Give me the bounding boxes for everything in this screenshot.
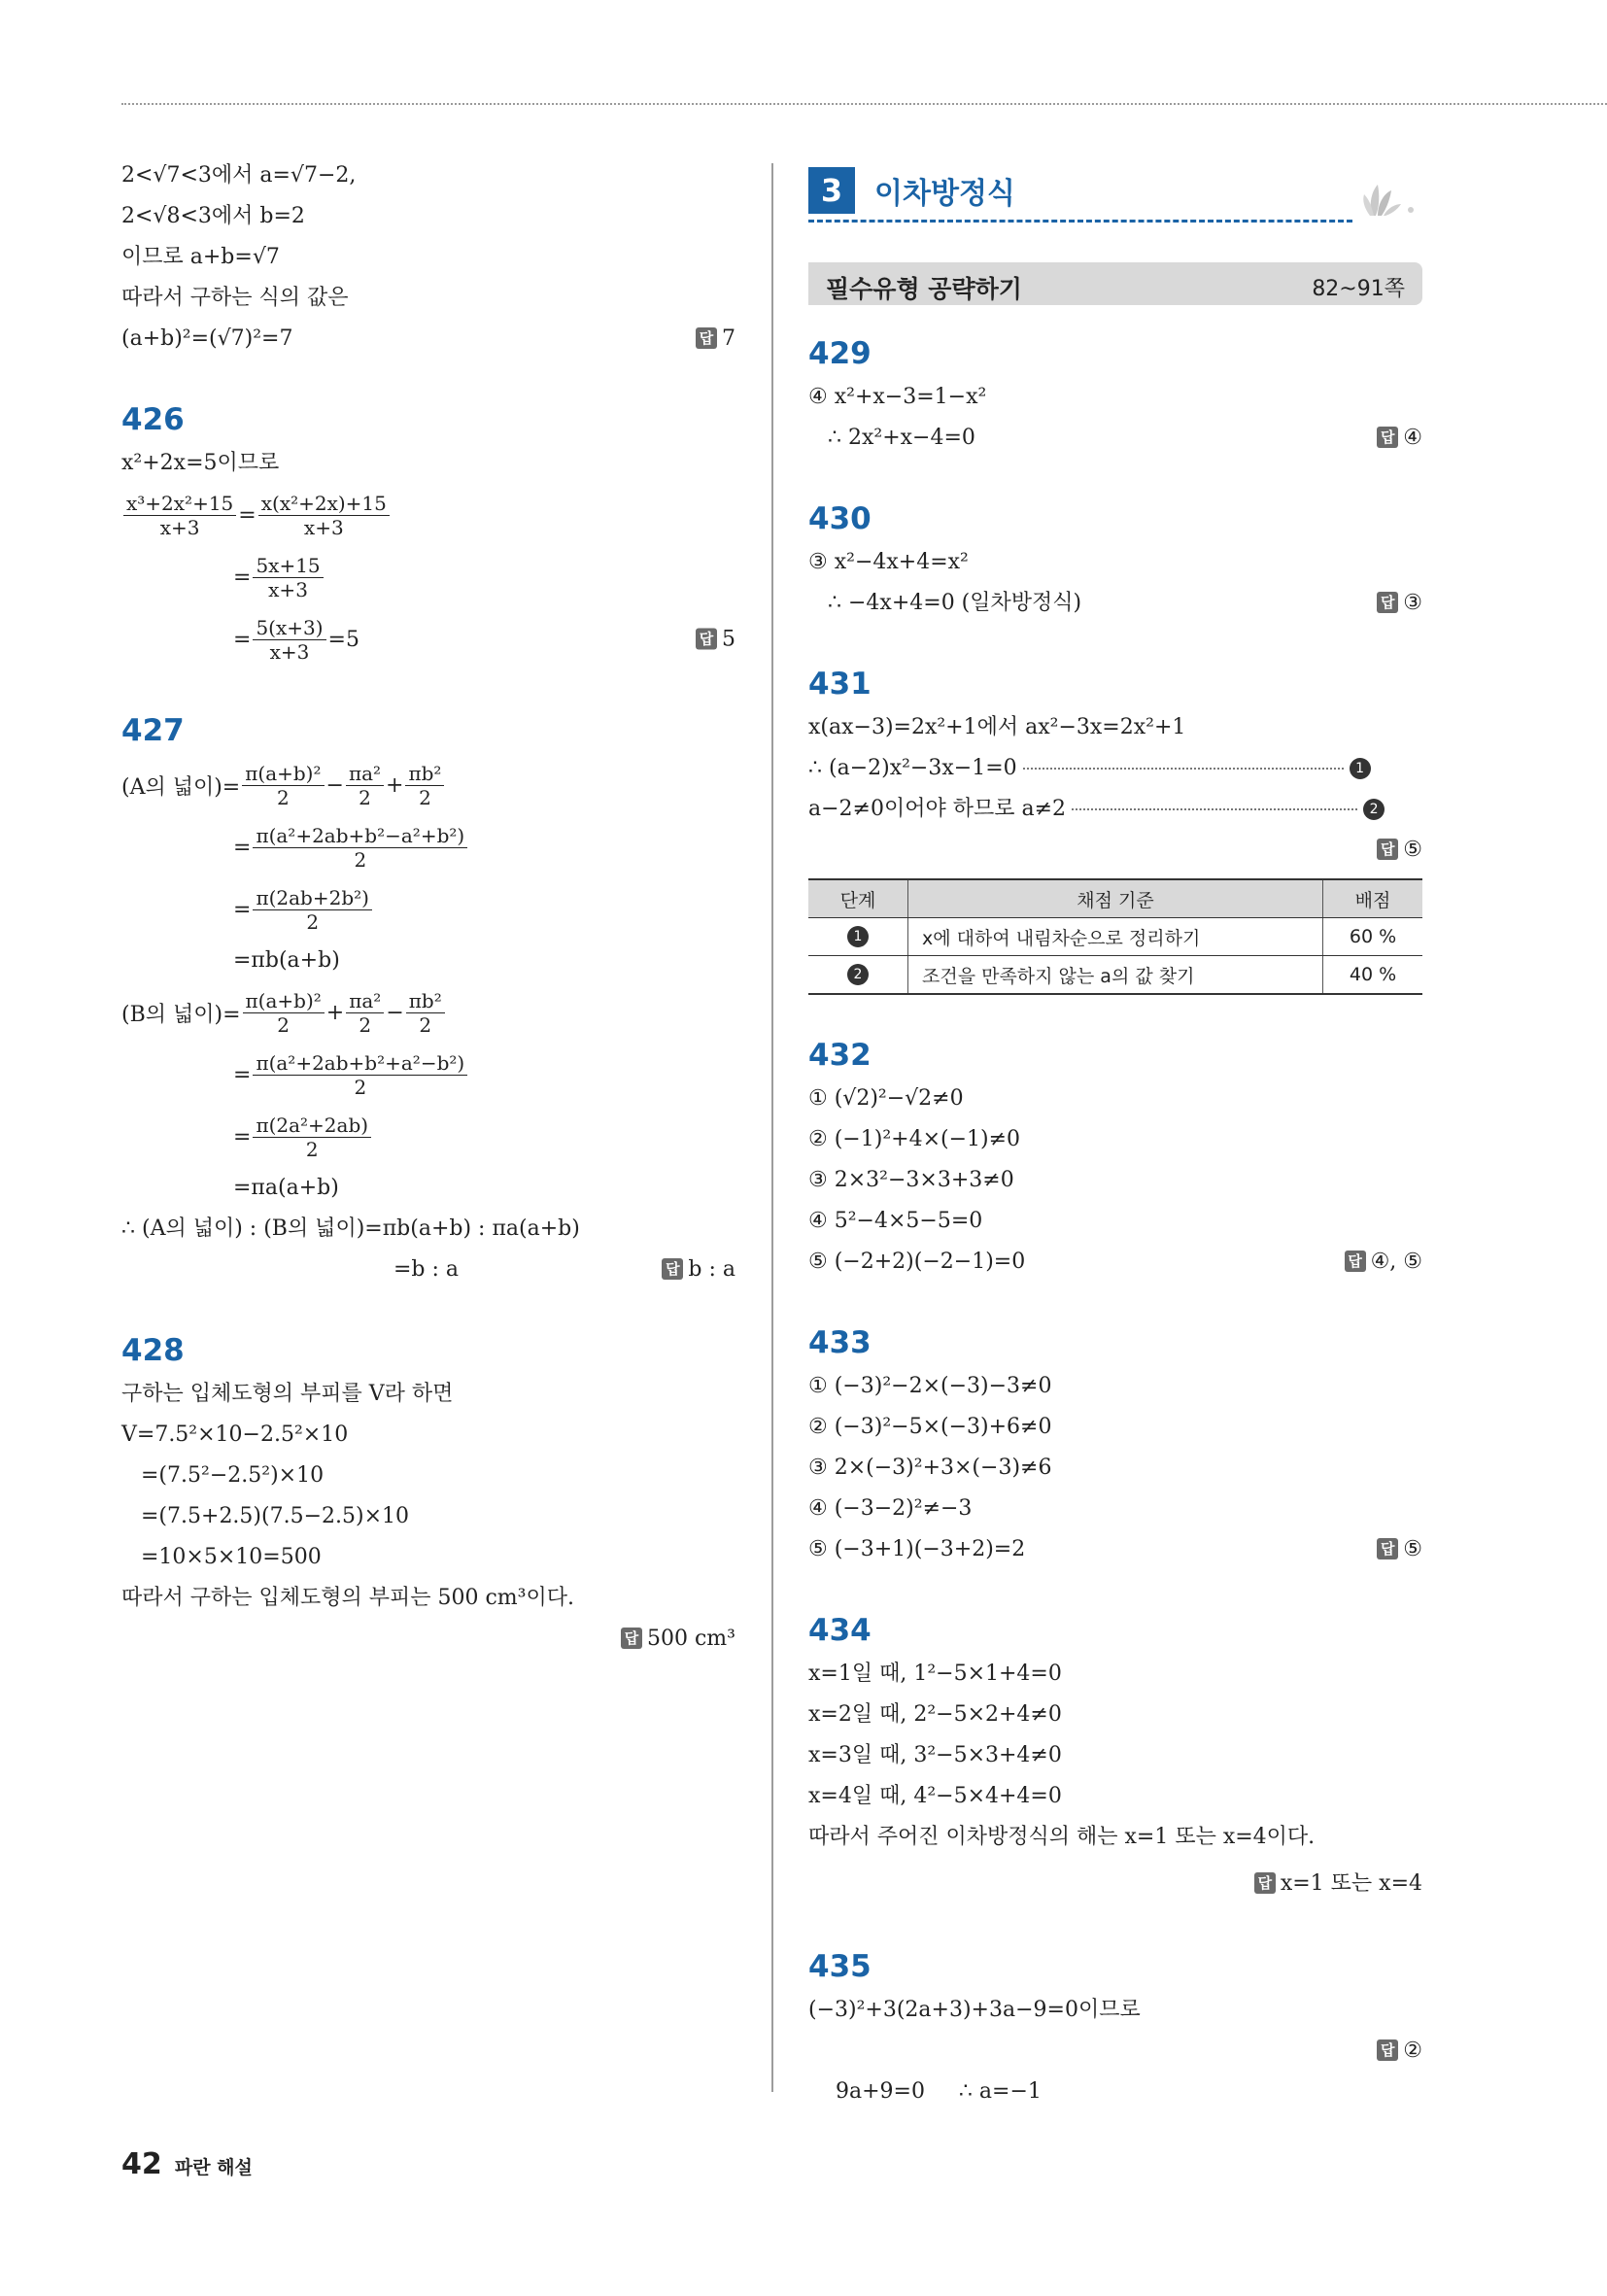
solution-line: =b : a 답 b : a xyxy=(121,1250,735,1290)
leaf-decoration-icon xyxy=(1362,181,1420,220)
fraction-line: = $\frac{5(x+3)}{x+3}$ =5 답 5 xyxy=(233,615,735,664)
answer: 답 x=1 또는 x=4 xyxy=(1254,1864,1422,1904)
fraction-line: = $\frac{\text{π(a²+2ab+b²−a²+b²)}}{2}$ xyxy=(121,816,735,878)
solution-line: 따라서 주어진 이차방정식의 해는 x=1 또는 x=4이다. xyxy=(808,1825,1316,1849)
solution-line: ④ x²+x−3=1−x² xyxy=(808,385,987,409)
answer-badge: 답 xyxy=(1377,427,1398,448)
answer-badge: 답 xyxy=(621,1628,642,1649)
dotted-leader xyxy=(1023,768,1344,770)
answer-row xyxy=(808,1858,1422,1906)
answer: 답 ③ xyxy=(1377,583,1422,624)
fraction: $\frac{\text{x³+2x²+15}}{x+3}$ xyxy=(123,492,236,539)
solution-line: ③ 2×(−3)²+3×(−3)≠6 xyxy=(808,1456,1052,1480)
fraction: $\frac{5(x+3)}{x+3}$ xyxy=(253,616,325,664)
problem-number: 434 xyxy=(808,1613,872,1648)
criterion-cell: x에 대하여 내림차순으로 정리하기 xyxy=(908,918,1323,956)
section-number: 3 xyxy=(808,167,855,214)
solution-line: ⑤ (−2+2)(−2−1)=0 답 ④, ⑤ xyxy=(808,1242,1422,1283)
solution-line: =πa(a+b) xyxy=(233,1176,339,1200)
answer-row xyxy=(121,1619,735,1660)
fraction-line: = $\frac{\text{π(a²+2ab+b²+a²−b²)}}{2}$ xyxy=(121,1044,735,1106)
fraction: $\frac{5x+15}{x+3}$ xyxy=(253,554,323,601)
fraction-line: $\frac{\text{x³+2x²+15}}{x+3}$ = $\frac{\text{x(x²+2x)+15}}{x+3}$ xyxy=(121,484,735,546)
fraction: $\frac{\text{π(a²+2ab+b²+a²−b²)}}{2}$ xyxy=(253,1051,467,1099)
fraction: $\frac{\text{π(a+b)²}}{2}$ xyxy=(242,762,324,809)
solution-line: 따라서 구하는 식의 값은 xyxy=(121,286,349,310)
answer-badge: 답 xyxy=(696,327,717,349)
fraction: $\frac{\text{π(2ab+2b²)}}{2}$ xyxy=(253,886,372,934)
page-range: 82~91쪽 xyxy=(1312,277,1405,301)
page-number: 42 xyxy=(121,2147,162,2181)
solution-line: x=2일 때, 2²−5×2+4≠0 xyxy=(808,1702,1062,1727)
column-divider xyxy=(771,163,773,2092)
problem-number: 435 xyxy=(808,1949,872,1984)
fraction: $\frac{\text{π(a+b)²}}{2}$ xyxy=(243,989,325,1037)
solution-line: ∴ (a−2)x²−3x−1=0 1 xyxy=(808,748,1422,789)
solution-line: 구하는 입체도형의 부피를 V라 하면 xyxy=(121,1382,454,1406)
fraction-line: = $\frac{\text{π(2a²+2ab)}}{2}$ xyxy=(121,1106,735,1168)
answer-row xyxy=(808,830,1422,871)
solution-line: ③ x²−4x+4=x² xyxy=(808,550,969,574)
solution-line: =10×5×10=500 xyxy=(141,1545,322,1569)
answer-badge: 답 xyxy=(662,1258,683,1280)
solution-line: ④ 5²−4×5−5=0 xyxy=(808,1209,983,1233)
step-marker: 1 xyxy=(1350,758,1371,779)
problem-number: 426 xyxy=(121,402,185,437)
criterion-cell: 조건을 만족하지 않는 a의 값 찾기 xyxy=(908,956,1323,995)
step-marker: 2 xyxy=(1363,799,1385,820)
fraction-line: (B의 넓이)= $\frac{\text{π(a+b)²}}{2}$ + $\frac{\text{πa²}}{2}$ − $\frac{\text{πb²}}{2}$ xyxy=(121,981,735,1044)
fraction: $\frac{\text{π(a²+2ab+b²−a²+b²)}}{2}$ xyxy=(253,824,467,872)
score-cell: 40 % xyxy=(1323,956,1423,995)
subsection-title: 필수유형 공략하기 xyxy=(826,275,1022,303)
fraction: $\frac{\text{πb²}}{2}$ xyxy=(405,762,444,809)
answer: 답 5 xyxy=(696,628,735,652)
solution-line: x=3일 때, 3²−5×3+4≠0 xyxy=(808,1743,1062,1767)
solution-line: =(7.5²−2.5²)×10 xyxy=(141,1463,325,1488)
column-header: 배점 xyxy=(1323,879,1423,918)
answer: 답 ⑤ xyxy=(1377,830,1422,871)
solution-line: ∴ −4x+4=0 (일차방정식) 답 ③ xyxy=(808,583,1422,624)
solution-line: ⑤ (−3+1)(−3+2)=2 답 ⑤ xyxy=(808,1529,1422,1570)
solution-line: ③ 2×3²−3×3+3≠0 xyxy=(808,1168,1014,1192)
answer-badge: 답 xyxy=(1377,2039,1398,2061)
solution-line: ② (−3)²−5×(−3)+6≠0 xyxy=(808,1415,1052,1439)
solution-line: a−2≠0이어야 하므로 a≠2 2 xyxy=(808,789,1422,830)
right-column xyxy=(808,155,1422,2104)
solution-line: 9a+9=0 ∴ a=−1 답 ② xyxy=(808,2031,1422,2072)
dotted-leader xyxy=(1072,808,1357,810)
section-dashed-rule xyxy=(808,220,1352,223)
fraction: $\frac{\text{πb²}}{2}$ xyxy=(406,989,445,1037)
column-header: 채점 기준 xyxy=(908,879,1323,918)
fraction-line: = $\frac{\text{π(2ab+2b²)}}{2}$ xyxy=(121,878,735,941)
solution-line: x=1일 때, 1²−5×1+4=0 xyxy=(808,1662,1062,1686)
fraction: $\frac{\text{πa²}}{2}$ xyxy=(346,762,384,809)
solution-line: x²+2x=5이므로 xyxy=(121,451,280,475)
solution-line: 2<√7<3에서 a=√7−2, xyxy=(121,163,357,188)
subsection-band xyxy=(808,262,1422,305)
answer: 답 ④, ⑤ xyxy=(1345,1242,1422,1283)
problem-number: 430 xyxy=(808,501,872,536)
answer: 답 b : a xyxy=(662,1250,735,1290)
answer: 답 ⑤ xyxy=(1377,1529,1422,1570)
answer: 답 ④ xyxy=(1377,418,1422,459)
column-header: 단계 xyxy=(808,879,908,918)
fraction-line: = $\frac{5x+15}{x+3}$ xyxy=(121,546,735,608)
left-column xyxy=(121,155,735,1660)
answer: 답 500 cm³ xyxy=(621,1619,735,1660)
solution-line: ② (−1)²+4×(−1)≠0 xyxy=(808,1127,1021,1151)
score-cell: 60 % xyxy=(1323,918,1423,956)
table-row xyxy=(808,956,1422,995)
fraction: $\frac{\text{x(x²+2x)+15}}{x+3}$ xyxy=(258,492,390,539)
solution-line: 2<√8<3에서 b=2 xyxy=(121,204,305,228)
step-marker: 2 xyxy=(847,964,869,985)
solution-line: 따라서 구하는 입체도형의 부피는 500 cm³이다. xyxy=(121,1586,574,1610)
answer-badge: 답 xyxy=(1377,1538,1398,1559)
page-label: 파란 해설 xyxy=(174,2157,253,2178)
problem-number: 427 xyxy=(121,713,185,748)
problem-number: 431 xyxy=(808,667,872,702)
solution-line: x=4일 때, 4²−5×4+4=0 xyxy=(808,1784,1062,1808)
fraction: $\frac{\text{π(2a²+2ab)}}{2}$ xyxy=(253,1114,371,1161)
step-marker: 1 xyxy=(847,926,869,947)
answer-badge: 답 xyxy=(696,629,717,650)
section-title: 이차방정식 xyxy=(874,177,1015,211)
problem-number: 428 xyxy=(121,1333,185,1368)
solution-line: (−3)²+3(2a+3)+3a−9=0이므로 xyxy=(808,1998,1141,2022)
solution-line: ① (−3)²−2×(−3)−3≠0 xyxy=(808,1374,1052,1398)
solution-line: =πb(a+b) xyxy=(233,948,340,973)
answer-badge: 답 xyxy=(1377,592,1398,613)
answer-badge: 답 xyxy=(1377,839,1398,860)
answer: 답 7 xyxy=(696,319,735,360)
grading-table xyxy=(808,878,1422,995)
answer-badge: 답 xyxy=(1254,1872,1276,1894)
solution-line: =(7.5+2.5)(7.5−2.5)×10 xyxy=(141,1504,410,1528)
solution-line: ∴ (A의 넓이) : (B의 넓이)=πb(a+b) : πa(a+b) xyxy=(121,1217,580,1241)
page-footer xyxy=(121,2147,253,2181)
section-header xyxy=(808,155,1422,220)
solution-line: ∴ 2x²+x−4=0 답 ④ xyxy=(808,418,1422,459)
answer-badge: 답 xyxy=(1345,1251,1366,1272)
solution-line: (a+b)²=(√7)²=7 답 7 xyxy=(121,319,735,360)
solution-line: ④ (−3−2)²≠−3 xyxy=(808,1496,973,1521)
solution-line: V=7.5²×10−2.5²×10 xyxy=(121,1422,349,1447)
problem-number: 429 xyxy=(808,336,872,371)
top-dotted-rule xyxy=(121,103,1607,105)
table-row xyxy=(808,918,1422,956)
fraction: $\frac{\text{πa²}}{2}$ xyxy=(346,989,384,1037)
solution-line: ① (√2)²−√2≠0 xyxy=(808,1086,964,1111)
solution-line: 이므로 a+b=√7 xyxy=(121,245,280,269)
answer: 답 ② xyxy=(1377,2031,1422,2072)
table-header-row xyxy=(808,879,1422,918)
solution-line: x(ax−3)=2x²+1에서 ax²−3x=2x²+1 xyxy=(808,715,1186,739)
fraction-line: (A의 넓이)= $\frac{\text{π(a+b)²}}{2}$ − $\frac{\text{πa²}}{2}$ + $\frac{\text{πb²}}{2}$ xyxy=(121,754,735,816)
problem-number: 432 xyxy=(808,1038,872,1073)
problem-number: 433 xyxy=(808,1325,872,1360)
